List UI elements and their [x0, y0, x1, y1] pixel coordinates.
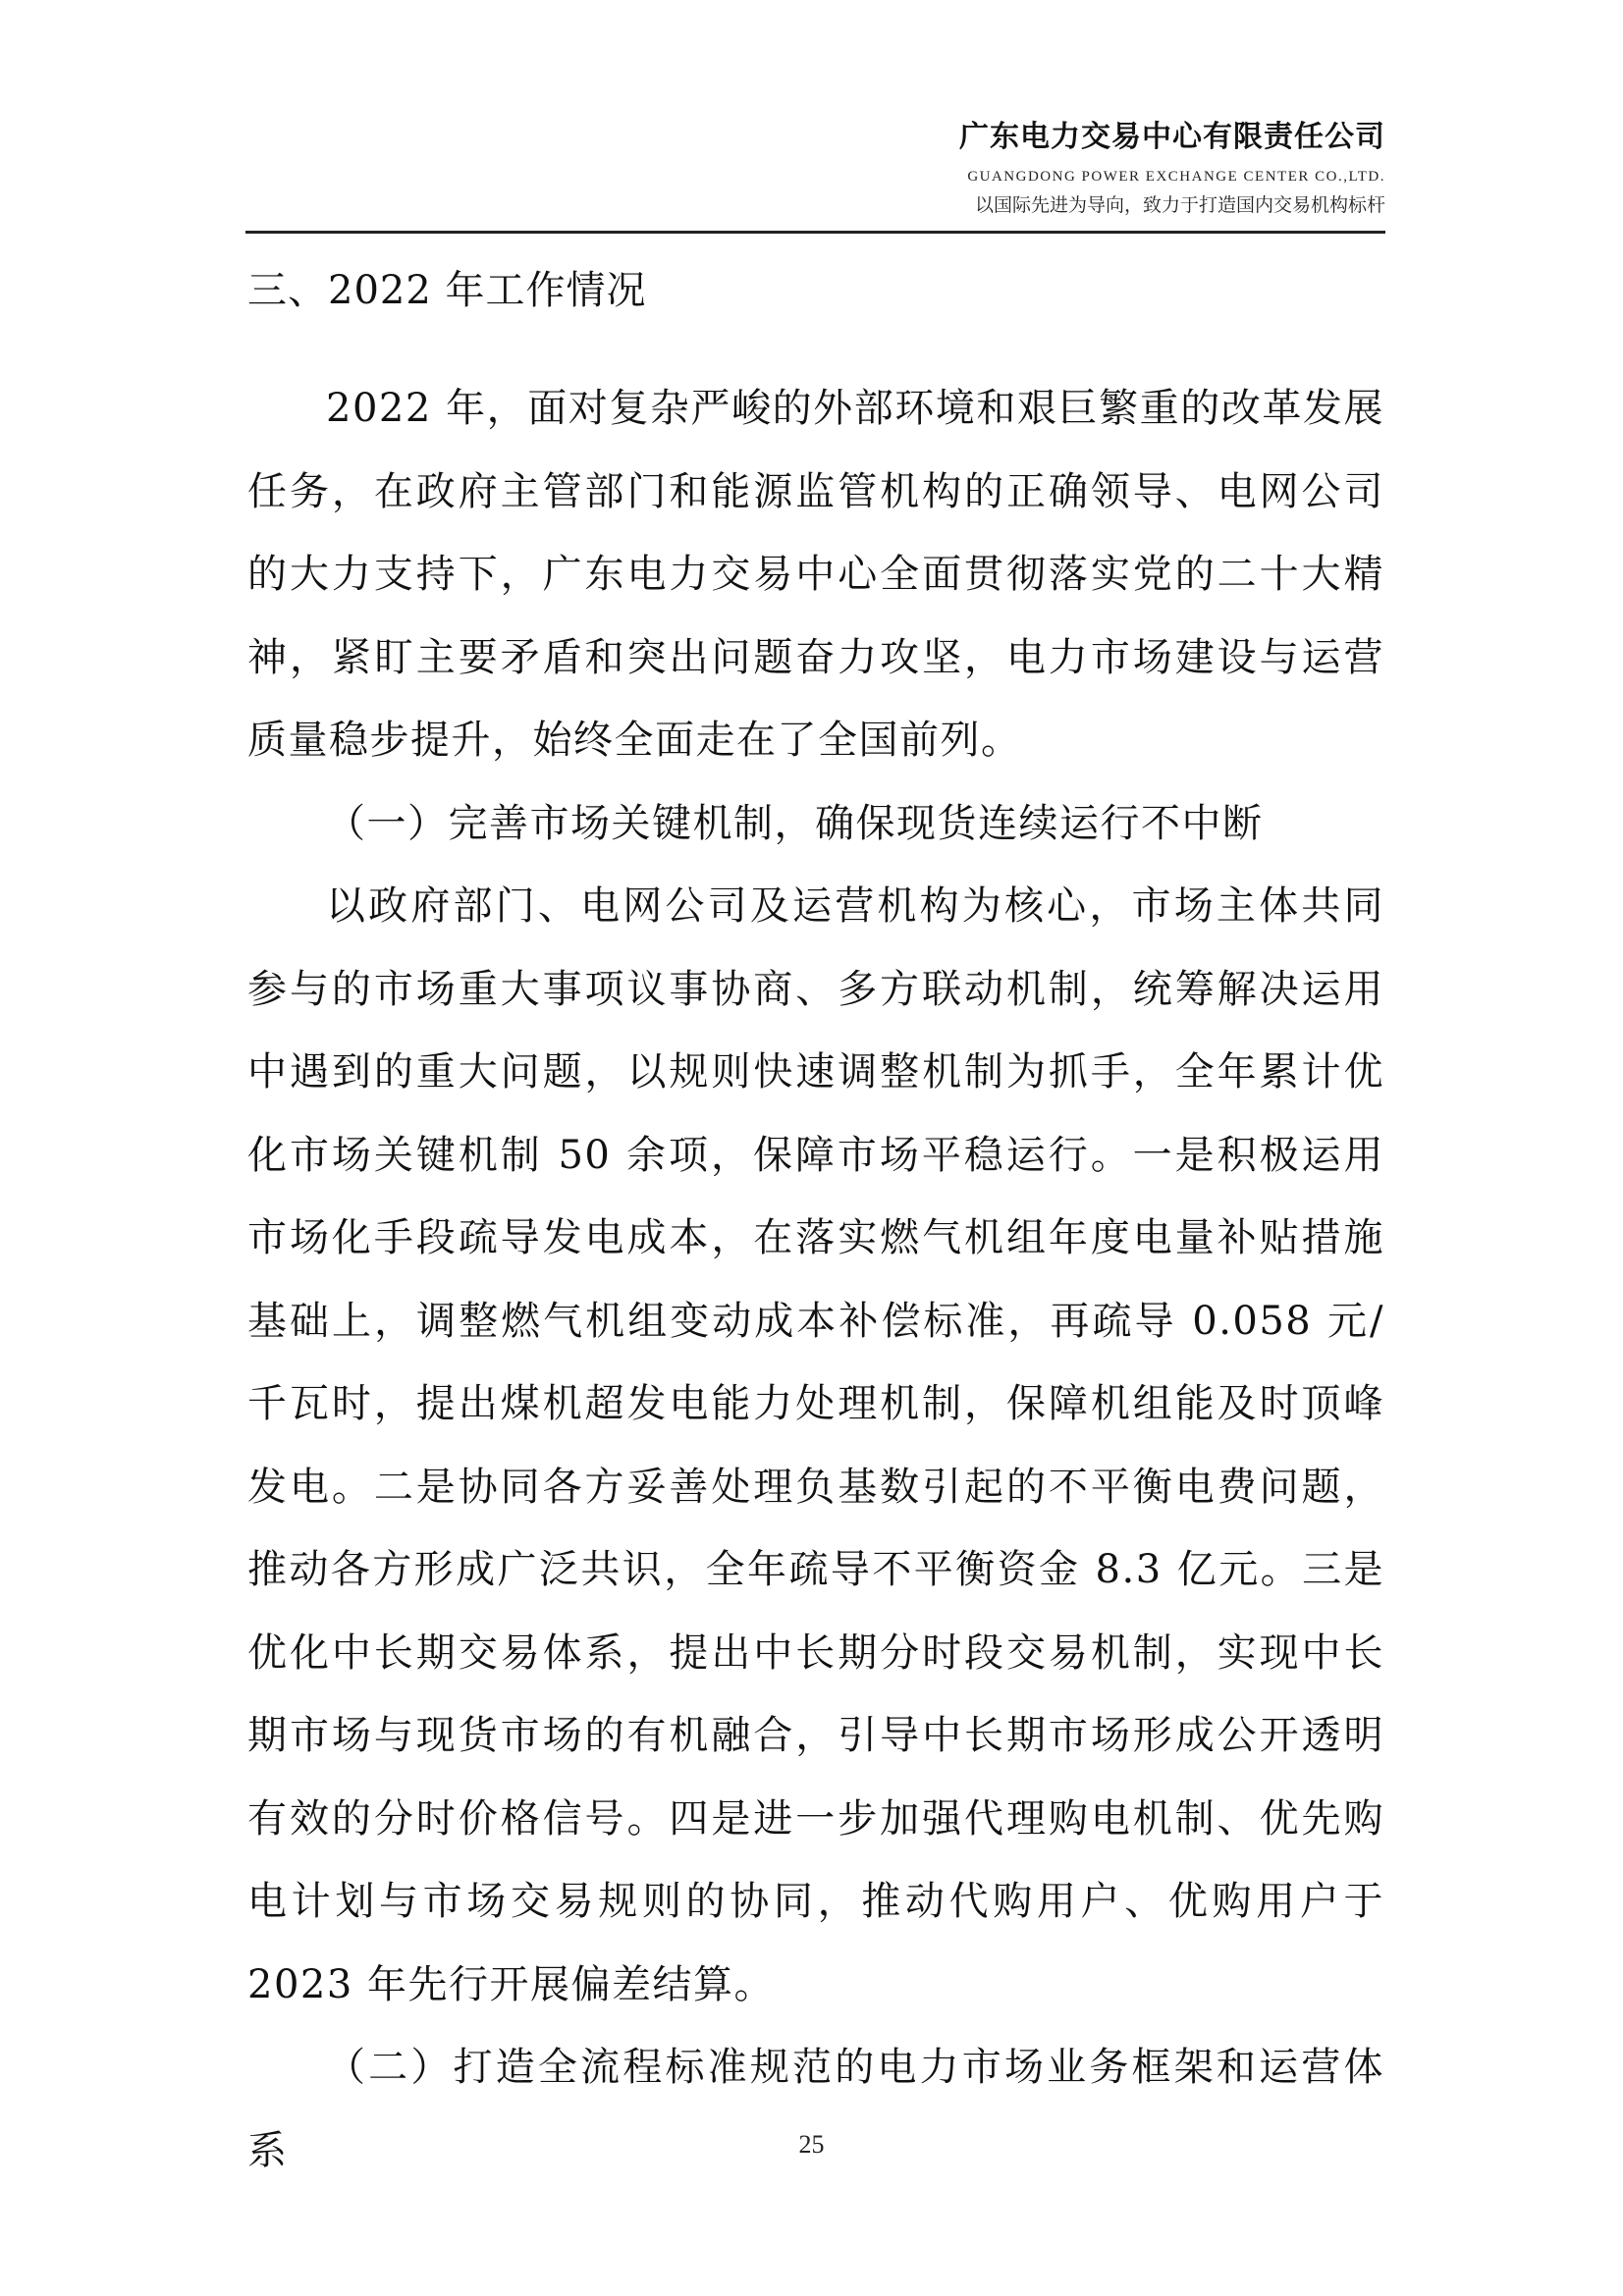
- company-slogan: 以国际先进为导向，致力于打造国内交易机构标杆: [974, 194, 1385, 216]
- section-heading: 三、2022 年工作情况: [247, 268, 647, 313]
- letterhead: [959, 118, 1385, 218]
- subsection-1-title: （一）完善市场关键机制，确保现货连续运行不中断: [326, 800, 1264, 846]
- page-number: 25: [798, 2130, 825, 2159]
- intro-paragraph: 2022 年，面对复杂严峻的外部环境和艰巨繁重的改革发展任务，在政府主管部门和能源监管机构的正确领导、电网公司的大力支持下，广东电力交易中心全面贯彻落实党的二十大精神，紧盯主要矛盾和突出问题奋力攻坚，电力市场建设与运营质量稳步提升，始终全面走在了全国前列。: [247, 386, 1384, 763]
- document-body: [247, 253, 1384, 2192]
- company-name-cn: 广东电力交易中心有限责任公司: [959, 120, 1385, 154]
- subsection-1-paragraph: 以政府部门、电网公司及运营机构为核心，市场主体共同参与的市场重大事项议事协商、多方联动机制，统筹解决运用中遇到的重大问题，以规则快速调整机制为抓手，全年累计优化市场关键机制 50 余项，保障市场平稳运行。一是积极运用市场化手段疏导发电成本，在落实燃气机组年度电量补贴措施基础上，调整燃气机组变动成本补偿标准，再疏导 0.058 元/千瓦时，提出煤机超发电能力处理机制，保障机组能及时顶峰发电。二是协同各方妥善处理负基数引起的不平衡电费问题，推动各方形成广泛共识，全年疏导不平衡资金 8.3 亿元。三是优化中长期交易体系，提出中长期分时段交易机制，实现中长期市场与现货市场的有机融合，引导中长期市场形成公开透明有效的分时价格信号。四是进一步加强代理购电机制、优先购电计划与市场交易规则的协同，推动代购用户、优购用户于 2023 年先行开展偏差结算。: [247, 883, 1384, 2007]
- header-divider: [245, 231, 1385, 234]
- subsection-2-title: （二）打造全流程标准规范的电力市场业务框架和运营体系: [247, 2045, 1384, 2173]
- company-name-en: GUANGDONG POWER EXCHANGE CENTER CO.,LTD.: [967, 169, 1385, 185]
